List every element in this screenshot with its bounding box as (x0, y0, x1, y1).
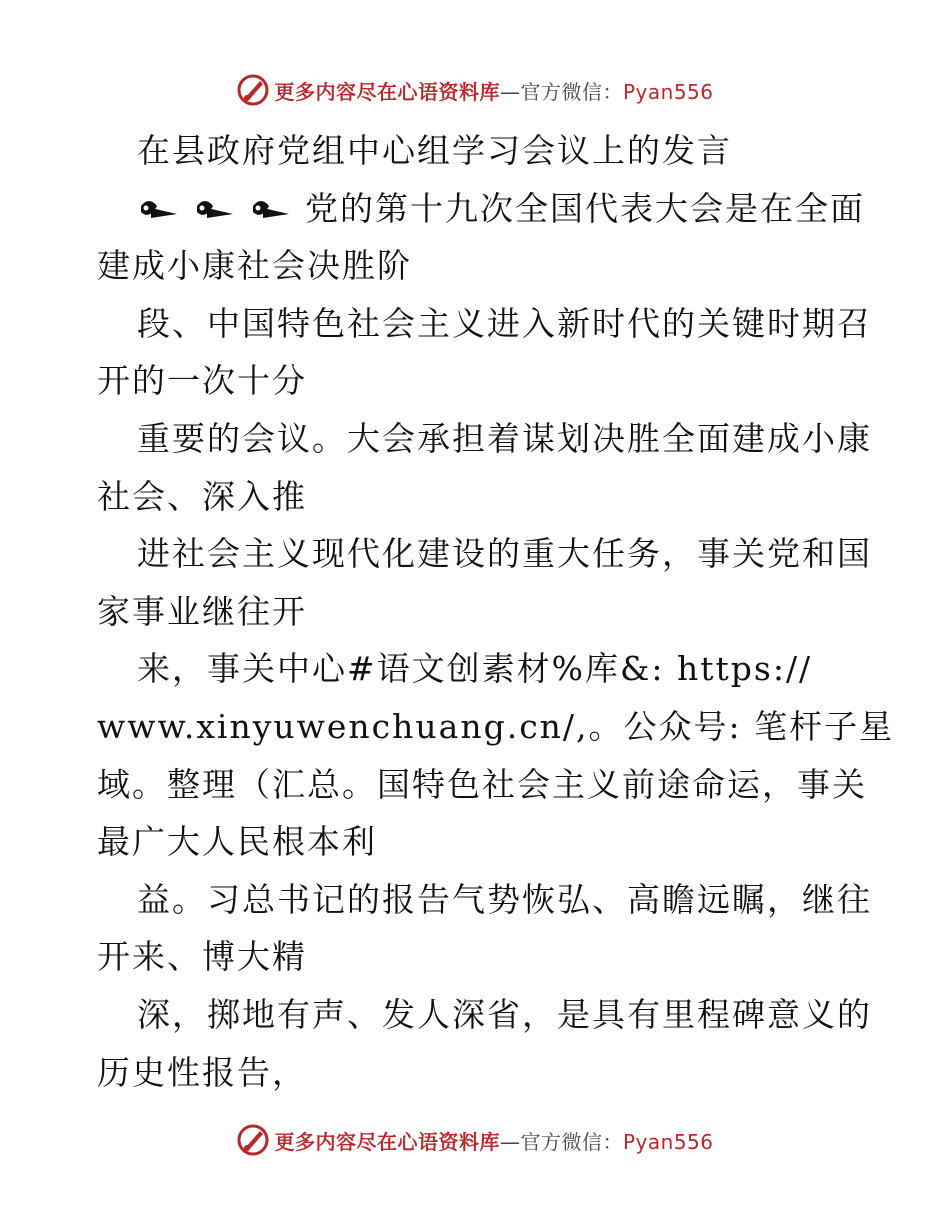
footer-account: Pyan556 (622, 1129, 714, 1154)
document-line (97, 180, 865, 238)
header-text (274, 76, 713, 105)
footer-separator: — (499, 1129, 521, 1154)
brush-logo-icon (236, 73, 270, 107)
document-line: 益。习总书记的报告气势恢弘、高瞻远瞩，继往 (137, 879, 872, 919)
document-body (97, 122, 895, 1101)
document-line: 开的一次十分 (97, 361, 307, 401)
ornament-icon (193, 194, 237, 224)
document-line: 社会、深入推 (97, 476, 307, 516)
footer-banner (0, 1120, 950, 1160)
document-line: 深，掷地有声、发人深省，是具有里程碑意义的 (137, 994, 872, 1034)
document-line: 历史性报告， (97, 1052, 307, 1092)
footer-text (274, 1126, 713, 1155)
document-line: www.xinyuwenchuang.cn/,。公众号: 笔杆子星 (97, 706, 895, 746)
ornament-icon (249, 194, 293, 224)
header-main-text: 更多内容尽在心语资料库 (274, 79, 500, 104)
ornament-icon (137, 194, 181, 224)
document-line: 来，事关中心#语文创素材%库&: https:// (137, 649, 813, 689)
document-title: 在县政府党组中心组学习会议上的发言 (137, 131, 732, 170)
footer-wechat-label: 官方微信： (520, 1129, 623, 1154)
header-banner (0, 70, 950, 110)
document-line: 开来、博大精 (97, 937, 307, 977)
document-line-text: 党的第十九次全国代表大会是在全面 (305, 188, 865, 228)
document-line: 家事业继往开 (97, 591, 307, 631)
document-line: 进社会主义现代化建设的重大任务，事关党和国 (137, 534, 872, 574)
document-line: 重要的会议。大会承担着谋划决胜全面建成小康 (137, 418, 872, 458)
brush-logo-icon (236, 1123, 270, 1157)
document-line: 最广大人民根本利 (97, 822, 377, 862)
header-separator: — (499, 79, 521, 104)
header-account: Pyan556 (622, 79, 714, 104)
document-line: 域。整理（汇总。国特色社会主义前途命运，事关 (97, 764, 867, 804)
document-line: 段、中国特色社会主义进入新时代的关键时期召 (137, 303, 872, 343)
footer-main-text: 更多内容尽在心语资料库 (274, 1129, 500, 1154)
document-line: 建成小康社会决胜阶 (97, 246, 412, 286)
header-wechat-label: 官方微信： (520, 79, 623, 104)
